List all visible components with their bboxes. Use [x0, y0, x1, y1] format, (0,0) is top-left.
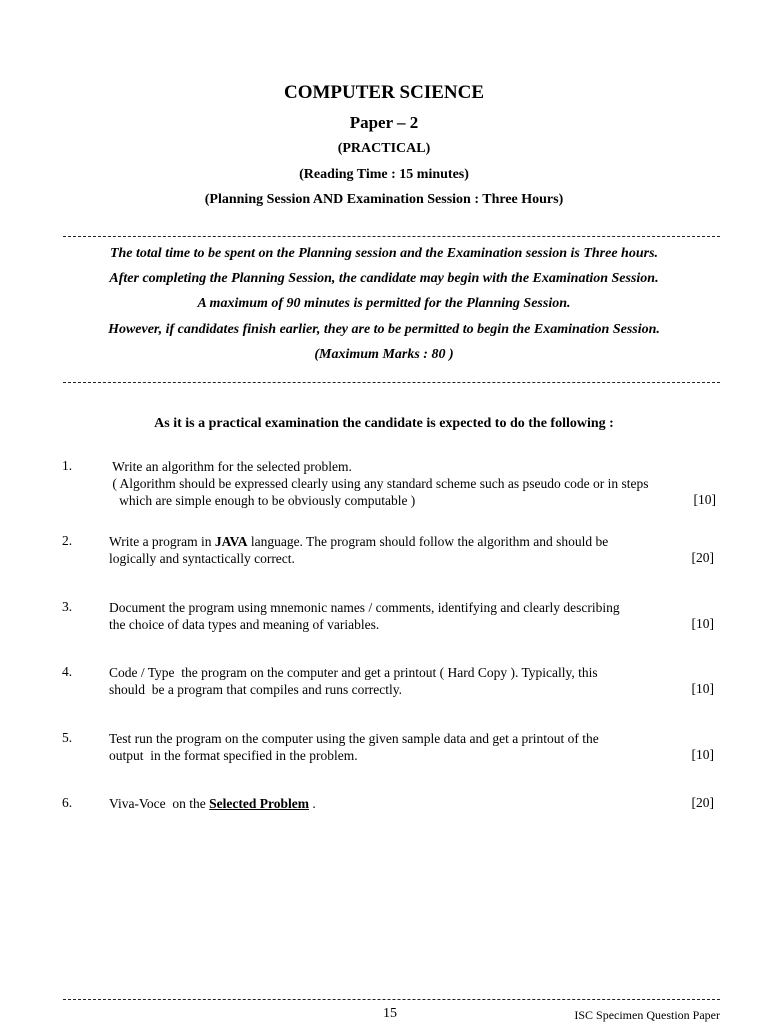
item-text-line: output in the format specified in the problem. — [109, 748, 358, 763]
item-marks: [20] — [691, 795, 714, 810]
selected-problem-emphasis: Selected Problem — [209, 796, 310, 811]
item-text-line: Test run the program on the computer using the given sample data and get a printout of the — [109, 731, 599, 746]
item-number: 4. — [62, 664, 73, 679]
java-keyword: JAVA — [214, 534, 248, 549]
item-number: 5. — [62, 730, 73, 745]
item-text: Write a program in — [109, 534, 215, 549]
item-text-line: ( Algorithm should be expressed clearly using any standard scheme such as pseudo code or in steps — [109, 476, 649, 491]
item-text-line: the choice of data types and meaning of variables. — [109, 617, 380, 632]
session-duration: (Planning Session AND Examination Session : Three Hours) — [204, 192, 564, 207]
item-marks: [10] — [693, 492, 716, 507]
item-text-line: which are simple enough to be obviously computable ) — [109, 493, 416, 508]
footer-divider — [63, 999, 720, 1000]
item-marks: [10] — [691, 681, 714, 696]
item-number: 6. — [62, 795, 73, 810]
item-text-line: Code / Type the program on the computer and get a printout ( Hard Copy ). Typically, this — [109, 665, 598, 680]
item-marks: [10] — [691, 616, 714, 631]
item-text-line: Document the program using mnemonic names / comments, identifying and clearly describing — [109, 600, 620, 615]
reading-time: (Reading Time : 15 minutes) — [299, 167, 469, 182]
item-number: 2. — [62, 533, 73, 548]
item-text: . — [309, 796, 316, 811]
dashed-divider — [63, 236, 720, 237]
item-text-line — [109, 533, 608, 550]
paper-type: (PRACTICAL) — [337, 141, 431, 156]
instruction-line: After completing the Planning Session, the candidate may begin with the Examination Session. — [109, 271, 659, 286]
lead-statement: As it is a practical examination the candidate is expected to do the following : — [154, 416, 614, 431]
subject-title: COMPUTER SCIENCE — [283, 82, 485, 103]
dashed-divider — [63, 382, 720, 383]
item-text-line: logically and syntactically correct. — [109, 551, 295, 566]
item-text-line — [109, 795, 316, 812]
instruction-line: A maximum of 90 minutes is permitted for the Planning Session. — [197, 296, 571, 311]
maximum-marks: (Maximum Marks : 80 ) — [314, 347, 454, 362]
item-marks: [10] — [691, 747, 714, 762]
item-number: 1. — [62, 458, 73, 473]
item-text: language. The program should follow the algorithm and should be — [247, 534, 609, 549]
item-marks: [20] — [691, 550, 714, 565]
instruction-line: However, if candidates finish earlier, they are to be permitted to begin the Examination Session. — [108, 322, 660, 337]
page-number: 15 — [383, 1006, 397, 1021]
instruction-line: The total time to be spent on the Planning session and the Examination session is Three hours. — [109, 246, 659, 261]
item-number: 3. — [62, 599, 73, 614]
footer-source: ISC Specimen Question Paper — [574, 1008, 720, 1022]
item-text: Viva-Voce on the — [109, 796, 210, 811]
item-text-line: should be a program that compiles and runs correctly. — [109, 682, 403, 697]
paper-number: Paper – 2 — [349, 113, 419, 132]
item-text-line: Write an algorithm for the selected problem. — [109, 459, 352, 474]
